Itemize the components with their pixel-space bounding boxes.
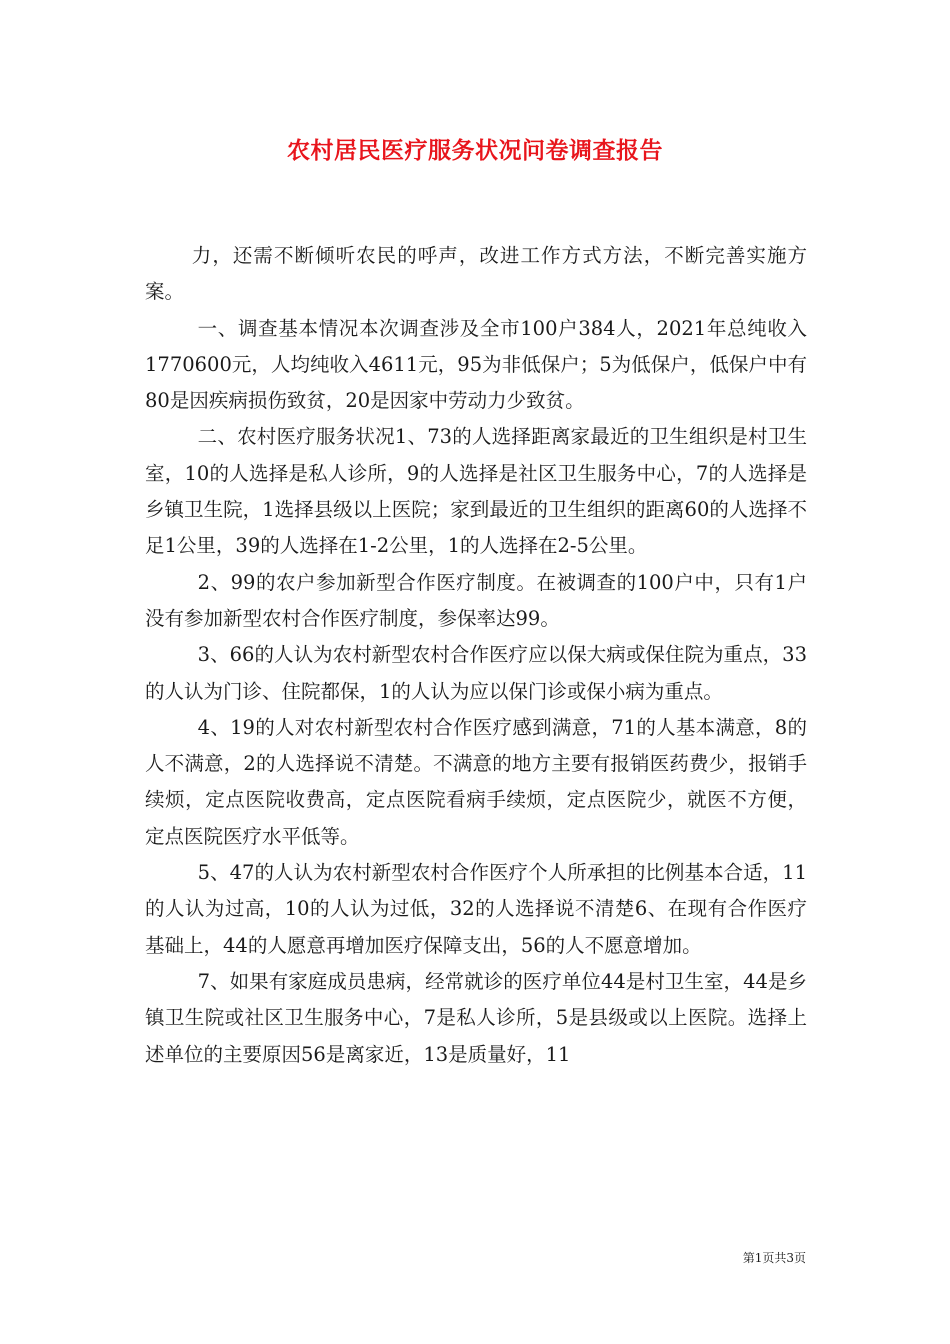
- paragraph-survey-basics: 一、调查基本情况本次调查涉及全市100户384人，2021年总纯收入1770600元，人均纯收入4611元，95为非低保户；5为低保户，低保户中有80是因疾病损伤致贫，20是因家中劳动力少致贫。: [145, 316, 807, 413]
- paragraph-insurance-participation: 2、99的农户参加新型合作医疗制度。在被调查的100户中，只有1户没有参加新型农村合作医疗制度，参保率达99。: [145, 570, 807, 630]
- document-title: 农村居民医疗服务状况问卷调查报告: [287, 137, 663, 164]
- paragraph-usual-clinic: 7、如果有家庭成员患病，经常就诊的医疗单位44是村卫生室，44是乡镇卫生院或社区卫生服务中心，7是私人诊所，5是县级或以上医院。选择上述单位的主要原因56是离家近，13是质量好，11: [145, 969, 807, 1066]
- paragraph-medical-service-status: 二、农村医疗服务状况1、73的人选择距离家最近的卫生组织是村卫生室，10的人选择是私人诊所，9的人选择是社区卫生服务中心，7的人选择是乡镇卫生院，1选择县级以上医院；家到最近的卫生组织的距离60的人选择不足1公里，39的人选择在1-2公里，1的人选择在2-5公里。: [145, 425, 807, 558]
- paragraph-satisfaction: 4、19的人对农村新型农村合作医疗感到满意，71的人基本满意，8的人不满意，2的人选择说不清楚。不满意的地方主要有报销医药费少，报销手续烦，定点医院收费高，定点医院看病手续烦，定点医院少，就医不方便，定点医院医疗水平低等。: [145, 715, 807, 848]
- paragraph-coverage-focus: 3、66的人认为农村新型农村合作医疗应以保大病或保住院为重点，33的人认为门诊、住院都保，1的人认为应以保门诊或保小病为重点。: [145, 643, 807, 703]
- paragraph-continuation: 力，还需不断倾听农民的呼声，改进工作方式方法，不断完善实施方案。: [145, 244, 807, 304]
- page-number-footer: 第1页共3页: [742, 1251, 806, 1265]
- paragraph-cost-share: 5、47的人认为农村新型农村合作医疗个人所承担的比例基本合适，11的人认为过高，10的人认为过低，32的人选择说不清楚6、在现有合作医疗基础上，44的人愿意再增加医疗保障支出，56的人不愿意增加。: [145, 861, 807, 957]
- document-body: [145, 238, 807, 1073]
